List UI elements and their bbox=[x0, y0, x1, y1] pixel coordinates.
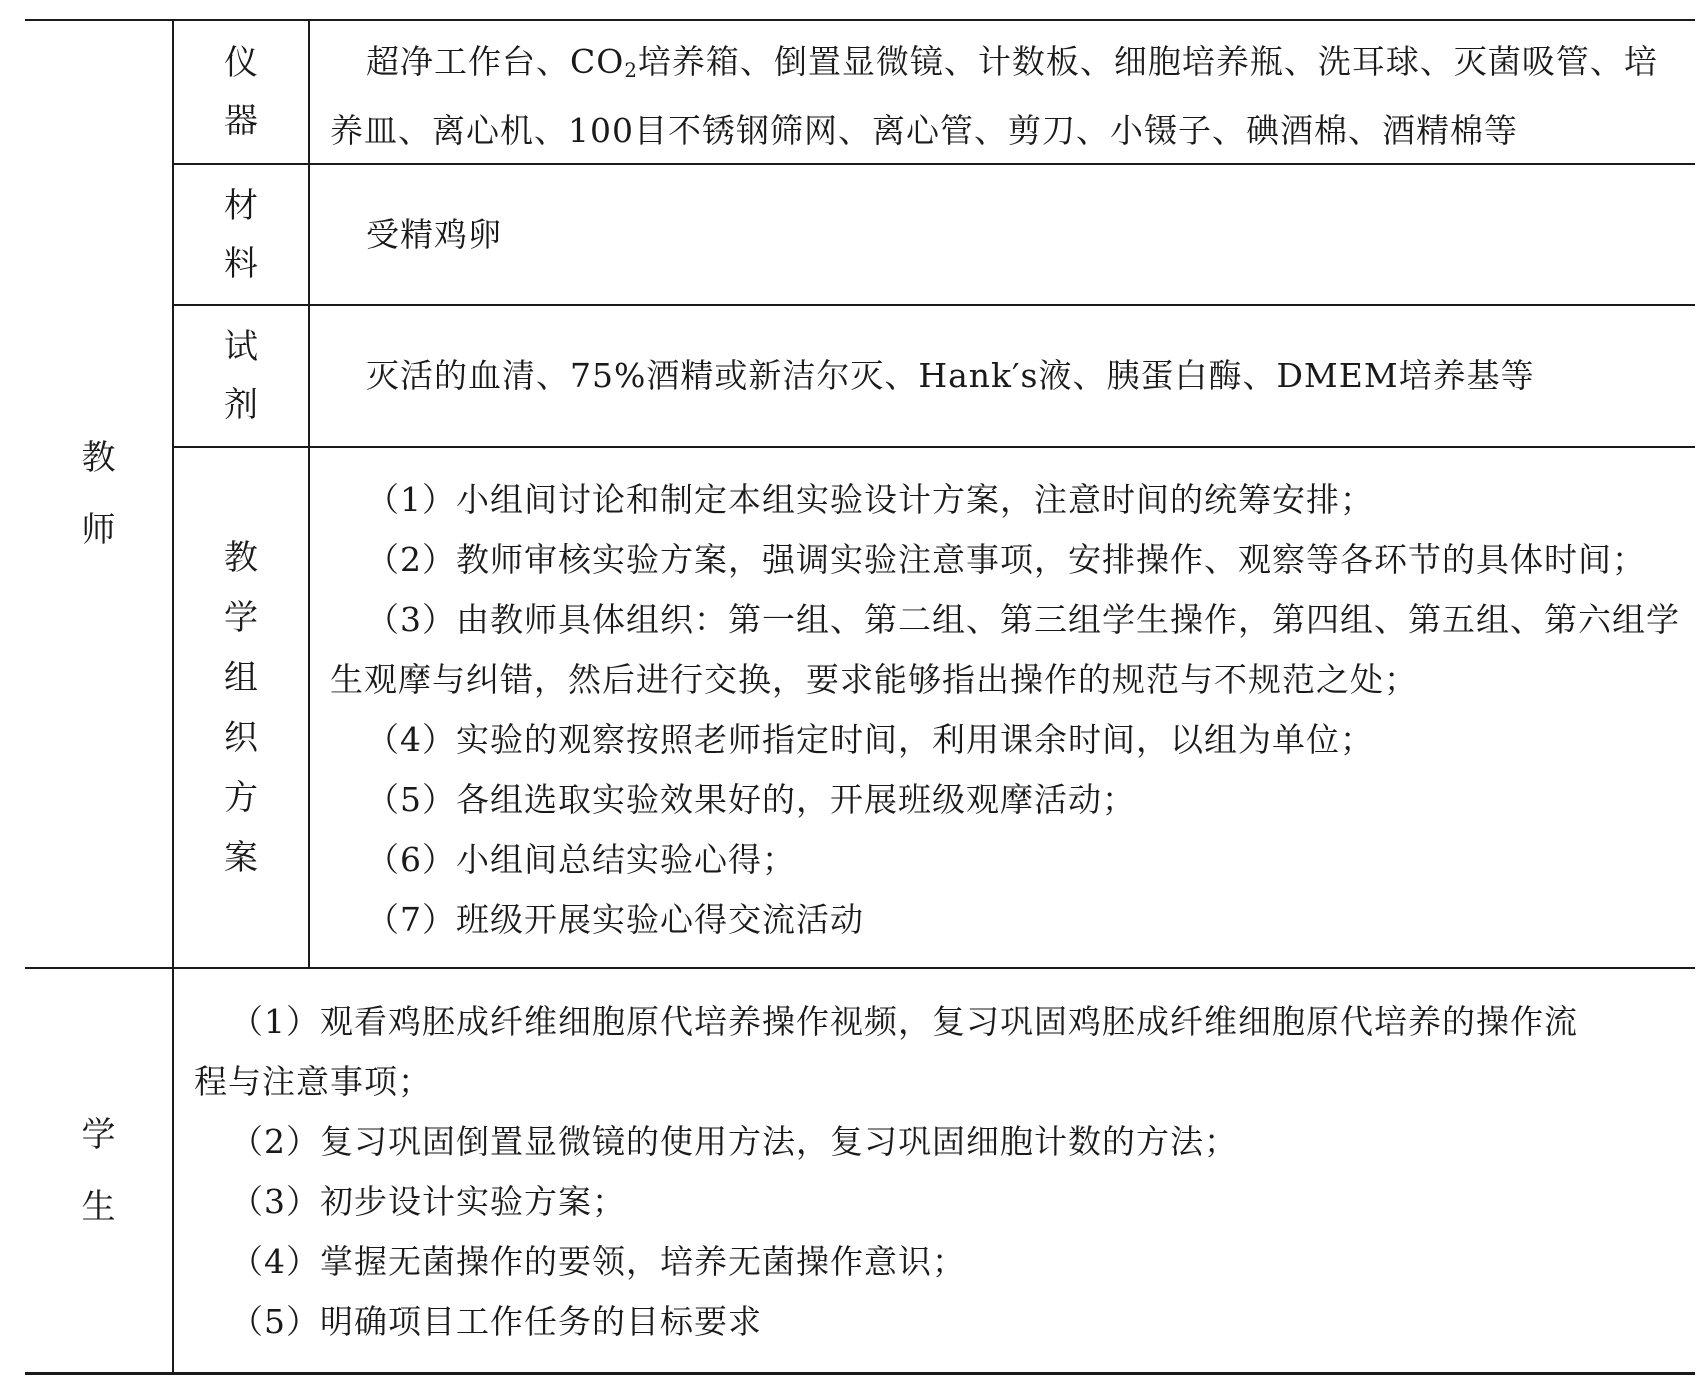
student-line-6: （5）明确项目工作任务的目标要求 bbox=[230, 1302, 762, 1341]
row-divider-3 bbox=[172, 446, 1695, 448]
teacher-student-divider bbox=[25, 967, 1695, 969]
reagents-label-char-2: 剂 bbox=[224, 385, 258, 425]
instruments-label-char-2: 器 bbox=[224, 100, 258, 141]
plan-line-7: （6）小组间总结实验心得； bbox=[366, 840, 796, 879]
plan-line-4: 生观摩与纠错，然后进行交换，要求能够指出操作的规范与不规范之处； bbox=[330, 660, 1418, 699]
student-group-label bbox=[25, 969, 172, 1372]
teacher-group-label bbox=[25, 20, 172, 967]
materials-label-char-1: 材 bbox=[224, 185, 258, 226]
plan-line-1: （1）小组间讨论和制定本组实验设计方案，注意时间的统筹安排； bbox=[366, 480, 1374, 519]
student-line-5: （4）掌握无菌操作的要领，培养无菌操作意识； bbox=[230, 1242, 966, 1281]
plan-label-char-2: 学 bbox=[224, 597, 258, 638]
plan-label-char-5: 方 bbox=[224, 777, 258, 818]
materials-label bbox=[174, 165, 308, 304]
student-line-1: （1）观看鸡胚成纤维细胞原代培养操作视频，复习巩固鸡胚成纤维细胞原代培养的操作流 bbox=[230, 1002, 1578, 1041]
row-divider-2 bbox=[172, 304, 1695, 306]
plan-label-char-1: 教 bbox=[224, 537, 258, 578]
instruments-text-a: 超净工作台、CO bbox=[366, 42, 625, 81]
materials-label-char-2: 料 bbox=[224, 243, 258, 284]
teacher-label-char-1: 教 bbox=[81, 437, 116, 478]
student-line-3: （2）复习巩固倒置显微镜的使用方法，复习巩固细胞计数的方法； bbox=[230, 1122, 1238, 1161]
student-label-char-2: 生 bbox=[81, 1186, 116, 1227]
instruments-line-2: 养皿、离心机、100目不锈钢筛网、离心管、剪刀、小镊子、碘酒棉、酒精棉等 bbox=[330, 111, 1518, 150]
instruments-content bbox=[330, 32, 1690, 161]
teacher-label-char-2: 师 bbox=[81, 509, 116, 550]
instruments-label bbox=[174, 20, 308, 163]
instruments-text-b: 培养箱、倒置显微镜、计数板、细胞培养瓶、洗耳球、灭菌吸管、培 bbox=[637, 42, 1658, 81]
reagents-label-char-1: 试 bbox=[224, 327, 258, 367]
reagents-content bbox=[330, 346, 1690, 406]
plan-line-5: （4）实验的观察按照老师指定时间，利用课余时间，以组为单位； bbox=[366, 720, 1374, 759]
table-bottom-rule bbox=[25, 1372, 1695, 1375]
reagents-label bbox=[174, 306, 308, 446]
plan-label-char-6: 案 bbox=[224, 837, 258, 878]
plan-line-6: （5）各组选取实验效果好的，开展班级观摩活动； bbox=[366, 780, 1136, 819]
materials-content bbox=[330, 205, 1690, 265]
student-content bbox=[194, 992, 1690, 1352]
plan-label bbox=[174, 448, 308, 967]
student-line-4: （3）初步设计实验方案； bbox=[230, 1182, 626, 1221]
plan-line-2: （2）教师审核实验方案，强调实验注意事项，安排操作、观察等各环节的具体时间； bbox=[366, 540, 1646, 579]
plan-label-char-4: 织 bbox=[224, 717, 258, 758]
instruments-label-char-1: 仪 bbox=[224, 42, 258, 83]
student-label-char-1: 学 bbox=[81, 1114, 116, 1155]
instruments-line-1 bbox=[330, 32, 1690, 101]
plan-line-8: （7）班级开展实验心得交流活动 bbox=[366, 900, 864, 939]
co2-subscript: 2 bbox=[624, 59, 638, 82]
plan-line-3: （3）由教师具体组织：第一组、第二组、第三组学生操作，第四组、第五组、第六组学 bbox=[366, 600, 1680, 639]
student-line-2: 程与注意事项； bbox=[194, 1062, 432, 1101]
plan-label-char-3: 组 bbox=[224, 657, 258, 698]
reagents-text: 灭活的血清、75%酒精或新洁尔灭、Hank′s液、胰蛋白酶、DMEM培养基等 bbox=[366, 356, 1535, 395]
plan-content bbox=[330, 470, 1690, 950]
materials-text: 受精鸡卵 bbox=[366, 215, 502, 254]
row-divider-1 bbox=[172, 163, 1695, 165]
